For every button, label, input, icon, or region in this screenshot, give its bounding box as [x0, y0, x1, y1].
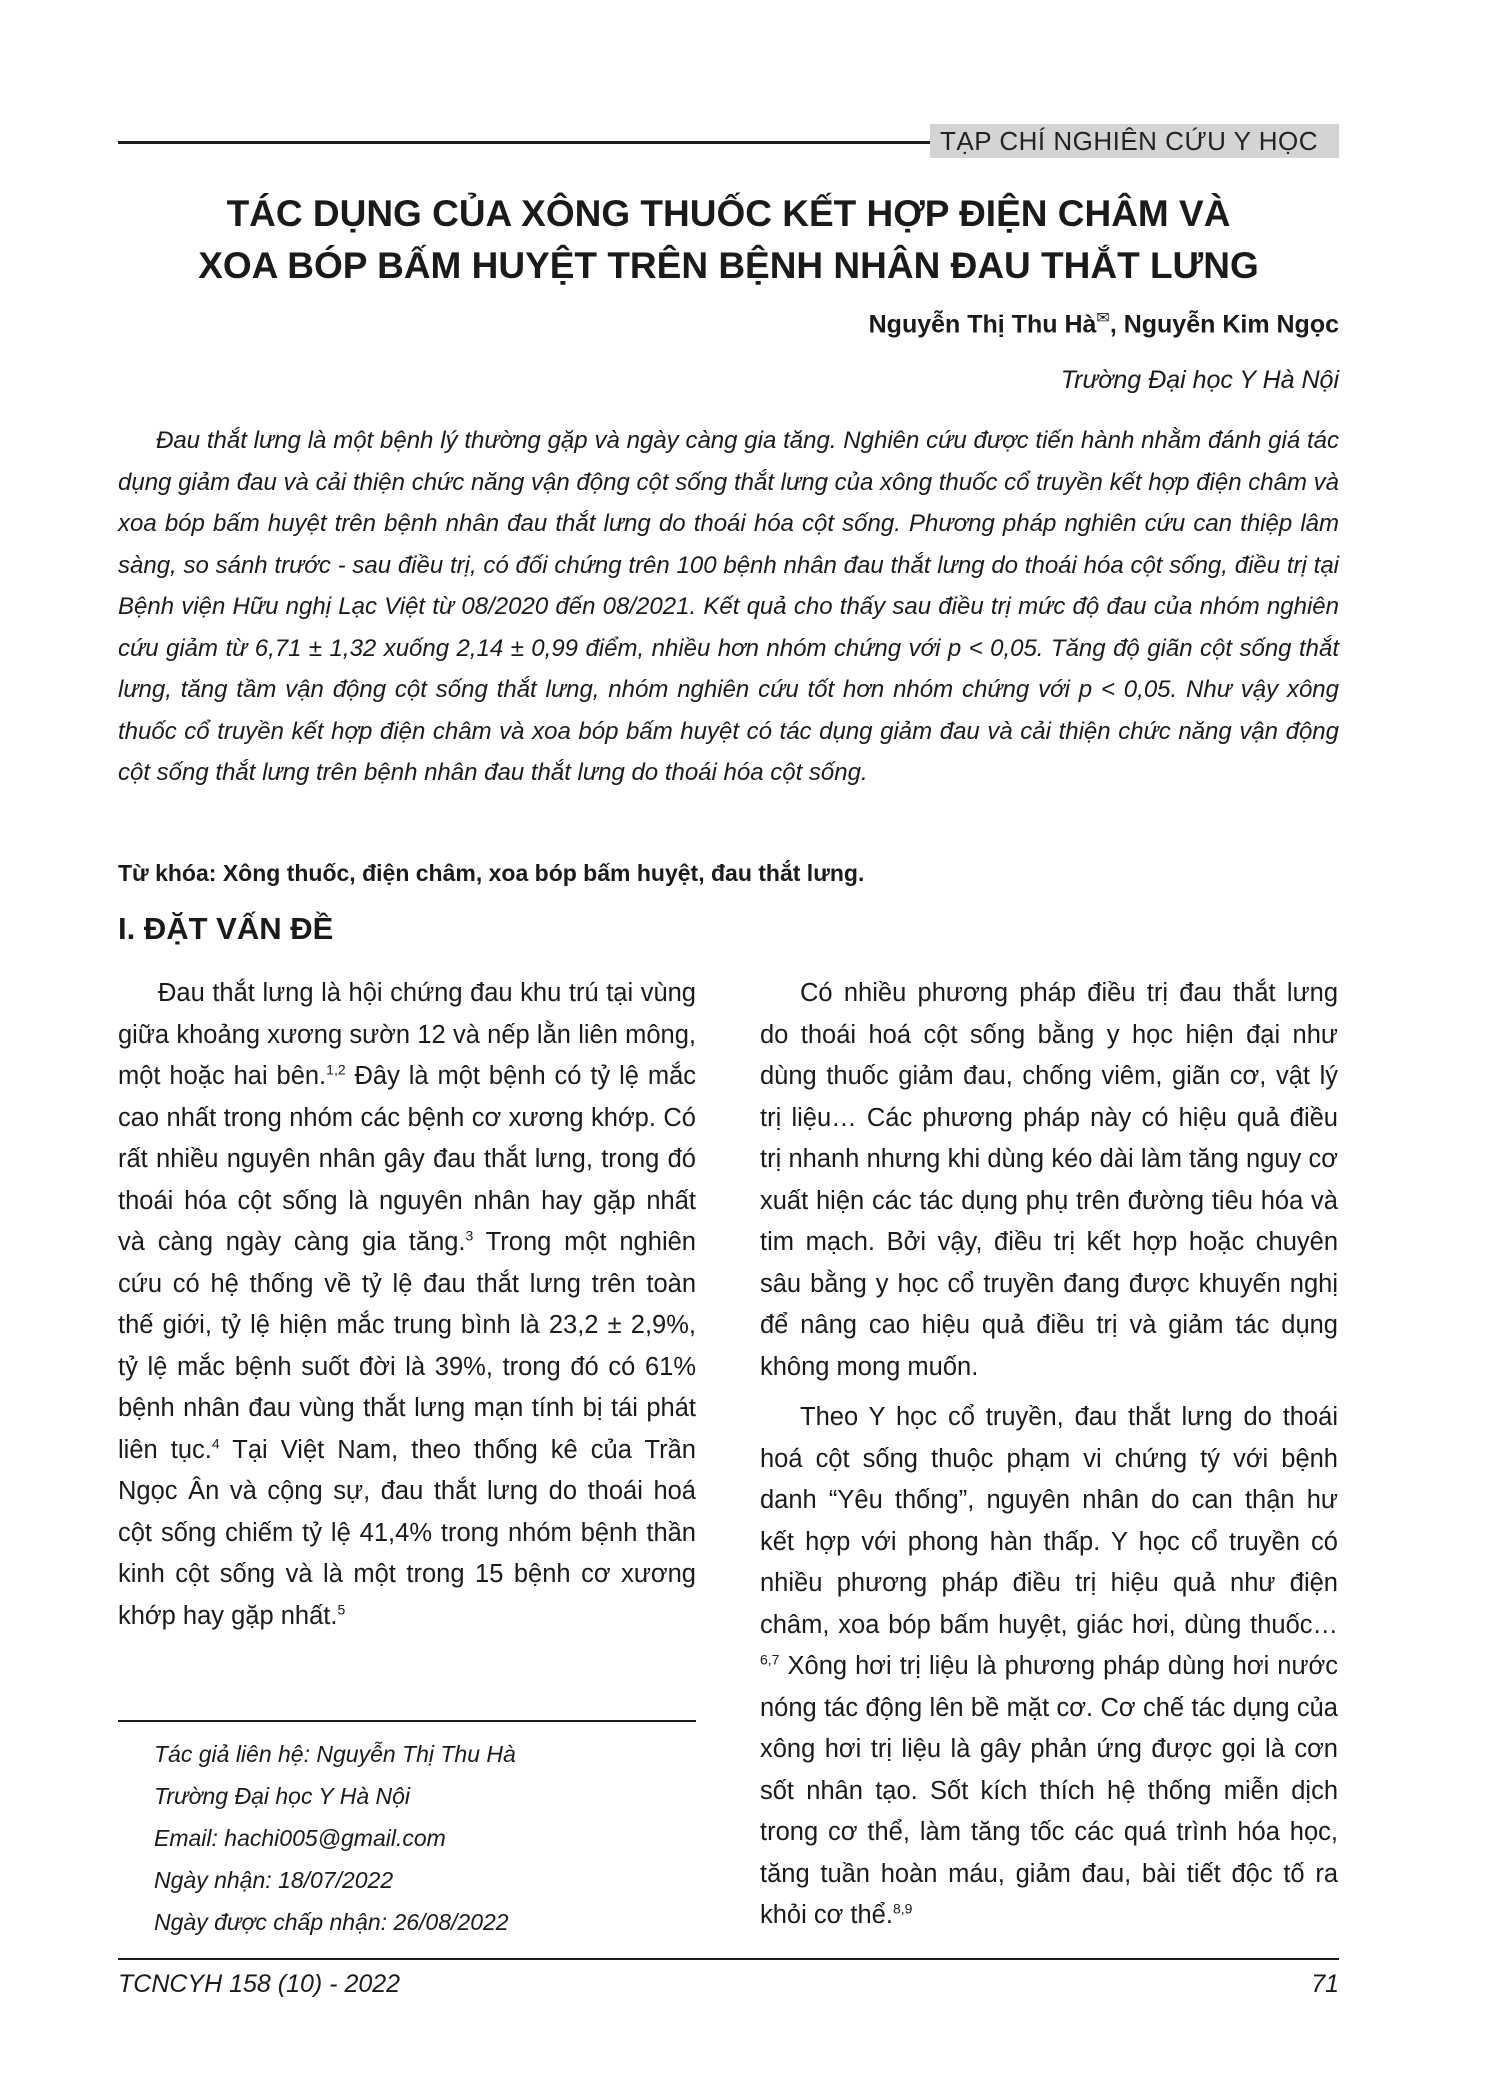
- paragraph: Có nhiều phương pháp điều trị đau thắt lưng do thoái hoá cột sống bằng y học hiện đại như dùng thuốc giảm đau, chống viêm, giãn cơ, vật lý trị liệu… Các phương pháp này có hiệu quả điều trị nhanh nhưng khi dùng kéo dài làm tăng nguy cơ xuất hiện các tác dụng phụ trên đường tiêu hóa và tim mạch. Bởi vậy, điều trị kết hợp hoặc chuyên sâu bằng y học cổ truyền đang được khuyến nghị để nâng cao hiệu quả điều trị và giảm tác dụng không mong muốn.: [760, 979, 1338, 1381]
- footnote-accepted: Ngày được chấp nhận: 26/08/2022: [154, 1909, 509, 1935]
- title-line-2: XOA BÓP BẤM HUYỆT TRÊN BỆNH NHÂN ĐAU THẮT LƯNG: [198, 245, 1259, 286]
- page-number: 71: [1311, 1970, 1339, 1998]
- text-run: Đau thắt lưng là hội chứng đau khu trú tại vùng giữa khoảng xương sườn 12 và nếp lằn liên mông, một hoặc hai bên.: [118, 979, 696, 1090]
- section-heading: I. ĐẶT VẤN ĐỀ: [118, 911, 334, 946]
- mail-icon: ✉: [1096, 310, 1110, 327]
- footnote-email: Email: hachi005@gmail.com: [154, 1825, 446, 1851]
- header-rule: [118, 141, 930, 144]
- reference-mark: 6,7: [760, 1651, 780, 1668]
- text-run: Trong một nghiên cứu có hệ thống về tỷ lệ đau thắt lưng trên toàn thế giới, tỷ lệ hiện mắc trung bình là 23,2 ± 2,9%, tỷ lệ mắc bệnh suốt đời là 39%, trong đó có 61% bệnh nhân đau vùng thắt lưng mạn tính bị tái phát liên tục.: [118, 1228, 696, 1464]
- text-run: Theo Y học cổ truyền, đau thắt lưng do thoái hoá cột sống thuộc phạm vi chứng tý với bệnh danh “Yêu thống”, nguyên nhân do can thận hư kết hợp với phong hàn thấp. Y học cổ truyền có nhiều phương pháp điều trị hiệu quả như điện châm, xoa bóp bấm huyệt, giác hơi, dùng thuốc…: [760, 1403, 1338, 1639]
- text-run: Xông hơi trị liệu là phương pháp dùng hơi nước nóng tác động lên bề mặt cơ. Cơ chế tác dụng của xông hơi trị liệu là gây phản ứng được gọi là cơn sốt nhân tạo. Sốt kích thích hệ thống miễn dịch trong cơ thể, làm tăng tốc các quá trình hóa học, tăng tuần hoàn máu, giảm đau, bài tiết độc tố ra khỏi cơ thể.: [760, 1652, 1338, 1929]
- author-2: , Nguyễn Kim Ngọc: [1109, 310, 1339, 339]
- title-line-1: TÁC DỤNG CỦA XÔNG THUỐC KẾT HỢP ĐIỆN CHÂM VÀ: [226, 193, 1231, 234]
- journal-issue: TCNCYH 158 (10) - 2022: [118, 1970, 401, 1998]
- article-title: [118, 188, 1339, 292]
- reference-mark: 8,9: [892, 1900, 913, 1917]
- footer-rule: [118, 1958, 1339, 1960]
- reference-mark: 5: [337, 1601, 346, 1617]
- journal-tag: TẠP CHÍ NGHIÊN CỨU Y HỌC: [930, 124, 1339, 158]
- paragraph: [118, 973, 696, 1637]
- footnote-contact: Tác giả liên hệ: Nguyễn Thị Thu Hà: [154, 1741, 516, 1767]
- footnote-rule: [118, 1720, 696, 1722]
- paragraph: [760, 1397, 1338, 1937]
- author-list: [869, 308, 1339, 339]
- abstract: Đau thắt lưng là một bệnh lý thường gặp và ngày càng gia tăng. Nghiên cứu được tiến hành nhằm đánh giá tác dụng giảm đau và cải thiện chức năng vận động cột sống thắt lưng của xông thuốc cổ truyền kết hợp điện châm và xoa bóp bấm huyệt trên bệnh nhân đau thắt lưng do thoái hóa cột sống. Phương pháp nghiên cứu can thiệp lâm sàng, so sánh trước - sau điều trị, có đối chứng trên 100 bệnh nhân đau thắt lưng do thoái hóa cột sống, điều trị tại Bệnh viện Hữu nghị Lạc Việt từ 08/2020 đến 08/2021. Kết quả cho thấy sau điều trị mức độ đau của nhóm nghiên cứu giảm từ 6,71 ± 1,32 xuống 2,14 ± 0,99 điểm, nhiều hơn nhóm chứng với p < 0,05. Tăng độ giãn cột sống thắt lưng, tăng tầm vận động cột sống thắt lưng, nhóm nghiên cứu tốt hơn nhóm chứng với p < 0,05. Như vậy xông thuốc cổ truyền kết hợp điện châm và xoa bóp bấm huyệt có tác dụng giảm đau và cải thiện chức năng vận động cột sống thắt lưng trên bệnh nhân đau thắt lưng do thoái hóa cột sống.: [118, 427, 1339, 786]
- left-column: [118, 973, 696, 1637]
- text-run: Tại Việt Nam, theo thống kê của Trần Ngọc Ân và cộng sự, đau thắt lưng do thoái hoá cột sống chiếm tỷ lệ 41,4% trong nhóm bệnh thần kinh cột sống và là một trong 15 bệnh cơ xương khớp hay gặp nhất.: [118, 1435, 696, 1630]
- reference-mark: 3: [465, 1227, 474, 1244]
- author-1: Nguyễn Thị Thu Hà: [868, 310, 1097, 339]
- footnotes: [118, 1733, 696, 1943]
- footnote-institution: Trường Đại học Y Hà Nội: [154, 1783, 411, 1809]
- footnote-received: Ngày nhận: 18/07/2022: [154, 1867, 394, 1893]
- reference-mark: 1,2: [326, 1061, 346, 1078]
- reference-mark: 4: [211, 1435, 220, 1451]
- right-column: [760, 973, 1338, 1937]
- keywords: Từ khóa: Xông thuốc, điện châm, xoa bóp bấm huyệt, đau thắt lưng.: [118, 860, 865, 886]
- affiliation: Trường Đại học Y Hà Nội: [1060, 366, 1339, 394]
- text-run: Đây là một bệnh có tỷ lệ mắc cao nhất trong nhóm các bệnh cơ xương khớp. Có rất nhiều nguyên nhân gây đau thắt lưng, trong đó thoái hóa cột sống là nguyên nhân hay gặp nhất và càng ngày càng gia tăng.: [118, 1062, 696, 1256]
